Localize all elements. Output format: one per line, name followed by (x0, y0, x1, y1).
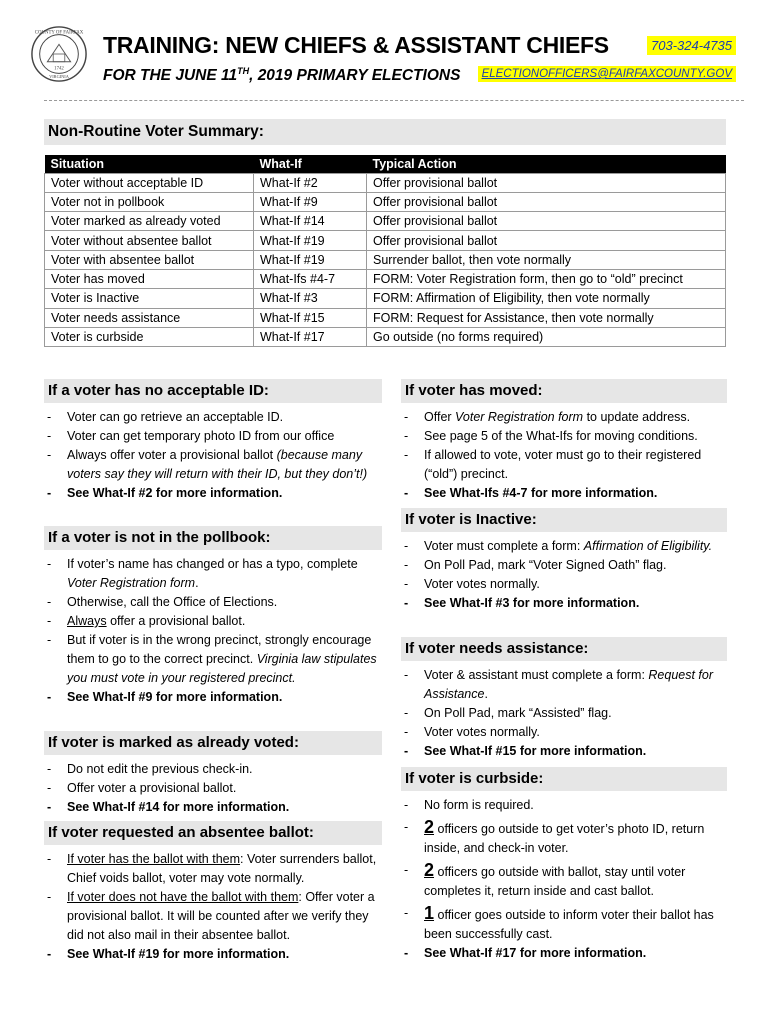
table-row (45, 250, 726, 269)
section-heading: If voter needs assistance: (401, 637, 727, 661)
cell-whatif: What-If #17 (254, 327, 367, 346)
contact-email-link[interactable]: ELECTIONOFFICERS@FAIRFAXCOUNTY.GOV (478, 66, 736, 82)
cell-whatif: What-If #9 (254, 192, 367, 211)
see-reference: - See What-If #2 for more information. (44, 484, 382, 503)
list-item: - On Poll Pad, mark “Assisted” flag. (401, 704, 727, 723)
see-reference: - See What-If #3 for more information. (401, 594, 727, 613)
list-item: - If allowed to vote, voter must go to their registered (“old”) precinct. (401, 446, 727, 484)
list-item: - Voter can go retrieve an acceptable ID. (44, 408, 382, 427)
see-reference: - See What-If #9 for more information. (44, 688, 382, 707)
list-item: - Do not edit the previous check-in. (44, 760, 382, 779)
list-item: - But if voter is in the wrong precinct, strongly encourage them to go to the correct precinct. Virginia law stipulates you must vote in your registered precinct. (44, 631, 382, 688)
summary-heading: Non-Routine Voter Summary: (44, 119, 726, 145)
table-row (45, 269, 726, 288)
list-item: - If voter does not have the ballot with them: Offer voter a provisional ballot. It will be counted after we verify they did not also mail in their absentee ballot. (44, 888, 382, 945)
cell-action: Go outside (no forms required) (367, 327, 726, 346)
list-item: - Always offer a provisional ballot. (44, 612, 382, 631)
cell-action: FORM: Request for Assistance, then vote normally (367, 308, 726, 327)
cell-action: Offer provisional ballot (367, 192, 726, 211)
cell-whatif: What-If #14 (254, 212, 367, 231)
cell-situation: Voter with absentee ballot (45, 250, 254, 269)
cell-situation: Voter marked as already voted (45, 212, 254, 231)
cell-whatif: What-Ifs #4-7 (254, 269, 367, 288)
list-item: - Voter & assistant must complete a form: Request for Assistance. (401, 666, 727, 704)
table-row (45, 173, 726, 192)
contact-phone: 703-324-4735 (647, 36, 736, 55)
list-item: - Otherwise, call the Office of Elections. (44, 593, 382, 612)
list-item: - Offer voter a provisional ballot. (44, 779, 382, 798)
table-row (45, 212, 726, 231)
table-row (45, 327, 726, 346)
cell-situation: Voter without acceptable ID (45, 173, 254, 192)
list-item: - On Poll Pad, mark “Voter Signed Oath” flag. (401, 556, 727, 575)
list-item: - See page 5 of the What-Ifs for moving conditions. (401, 427, 727, 446)
cell-action: FORM: Voter Registration form, then go to “old” precinct (367, 269, 726, 288)
cell-action: Offer provisional ballot (367, 173, 726, 192)
section-curbside (401, 767, 727, 963)
section-heading: If a voter has no acceptable ID: (44, 379, 382, 403)
cell-action: Offer provisional ballot (367, 212, 726, 231)
list-item: - Offer Voter Registration form to update address. (401, 408, 727, 427)
section-moved (401, 379, 727, 503)
section-heading: If voter is marked as already voted: (44, 731, 382, 755)
cell-situation: Voter needs assistance (45, 308, 254, 327)
list-item: - If voter has the ballot with them: Voter surrenders ballot, Chief voids ballot, voter may vote normally. (44, 850, 382, 888)
table-row (45, 308, 726, 327)
see-reference: - See What-If #14 for more information. (44, 798, 382, 817)
list-item: - 1 officer goes outside to inform voter their ballot has been successfully cast. (401, 904, 727, 944)
cell-whatif: What-If #19 (254, 231, 367, 250)
table-row (45, 231, 726, 250)
page-title: TRAINING: NEW CHIEFS & ASSISTANT CHIEFS (103, 32, 609, 58)
list-item: - If voter’s name has changed or has a typo, complete Voter Registration form. (44, 555, 382, 593)
section-not-in-pollbook (44, 526, 382, 707)
see-reference: - See What-If #17 for more information. (401, 944, 727, 963)
cell-situation: Voter is Inactive (45, 289, 254, 308)
list-item: - No form is required. (401, 796, 727, 815)
list-item: - Voter can get temporary photo ID from our office (44, 427, 382, 446)
see-reference: - See What-Ifs #4-7 for more information. (401, 484, 727, 503)
table-row (45, 289, 726, 308)
cell-situation: Voter is curbside (45, 327, 254, 346)
cell-whatif: What-If #19 (254, 250, 367, 269)
cell-whatif: What-If #2 (254, 173, 367, 192)
table-row (45, 192, 726, 211)
seal-top-text: COUNTY OF FAIRFAX (34, 30, 84, 36)
section-assistance (401, 637, 727, 761)
summary-table (44, 155, 726, 347)
section-no-id (44, 379, 382, 503)
section-heading: If a voter is not in the pollbook: (44, 526, 382, 550)
page-subtitle: FOR THE JUNE 11TH, 2019 PRIMARY ELECTIONS (103, 66, 461, 85)
cell-situation: Voter not in pollbook (45, 192, 254, 211)
seal-year: 1742 (54, 66, 64, 72)
cell-situation: Voter without absentee ballot (45, 231, 254, 250)
cell-action: Offer provisional ballot (367, 231, 726, 250)
section-already-voted (44, 731, 382, 817)
section-absentee (44, 821, 382, 964)
table-header-row (45, 155, 726, 173)
see-reference: - See What-If #19 for more information. (44, 945, 382, 964)
section-inactive (401, 508, 727, 613)
list-item: - Voter must complete a form: Affirmation of Eligibility. (401, 537, 727, 556)
cell-whatif: What-If #15 (254, 308, 367, 327)
column-header: What-If (254, 155, 367, 173)
column-header: Typical Action (367, 155, 726, 173)
section-heading: If voter has moved: (401, 379, 727, 403)
county-seal-logo (30, 25, 88, 83)
section-heading: If voter requested an absentee ballot: (44, 821, 382, 845)
header-divider (44, 100, 744, 101)
see-reference: - See What-If #15 for more information. (401, 742, 727, 761)
seal-bottom-text: VIRGINIA (49, 74, 69, 80)
list-item: - Voter votes normally. (401, 575, 727, 594)
section-heading: If voter is Inactive: (401, 508, 727, 532)
list-item: - Voter votes normally. (401, 723, 727, 742)
list-item: - 2 officers go outside with ballot, stay until voter completes it, return inside and cast ballot. (401, 861, 727, 901)
cell-action: FORM: Affirmation of Eligibility, then vote normally (367, 289, 726, 308)
section-heading: If voter is curbside: (401, 767, 727, 791)
column-header: Situation (45, 155, 254, 173)
cell-action: Surrender ballot, then vote normally (367, 250, 726, 269)
list-item: - 2 officers go outside to get voter’s photo ID, return inside, and check-in voter. (401, 818, 727, 858)
list-item: - Always offer voter a provisional ballot (because many voters say they will return with their ID, but they don’t!) (44, 446, 382, 484)
cell-whatif: What-If #3 (254, 289, 367, 308)
cell-situation: Voter has moved (45, 269, 254, 288)
